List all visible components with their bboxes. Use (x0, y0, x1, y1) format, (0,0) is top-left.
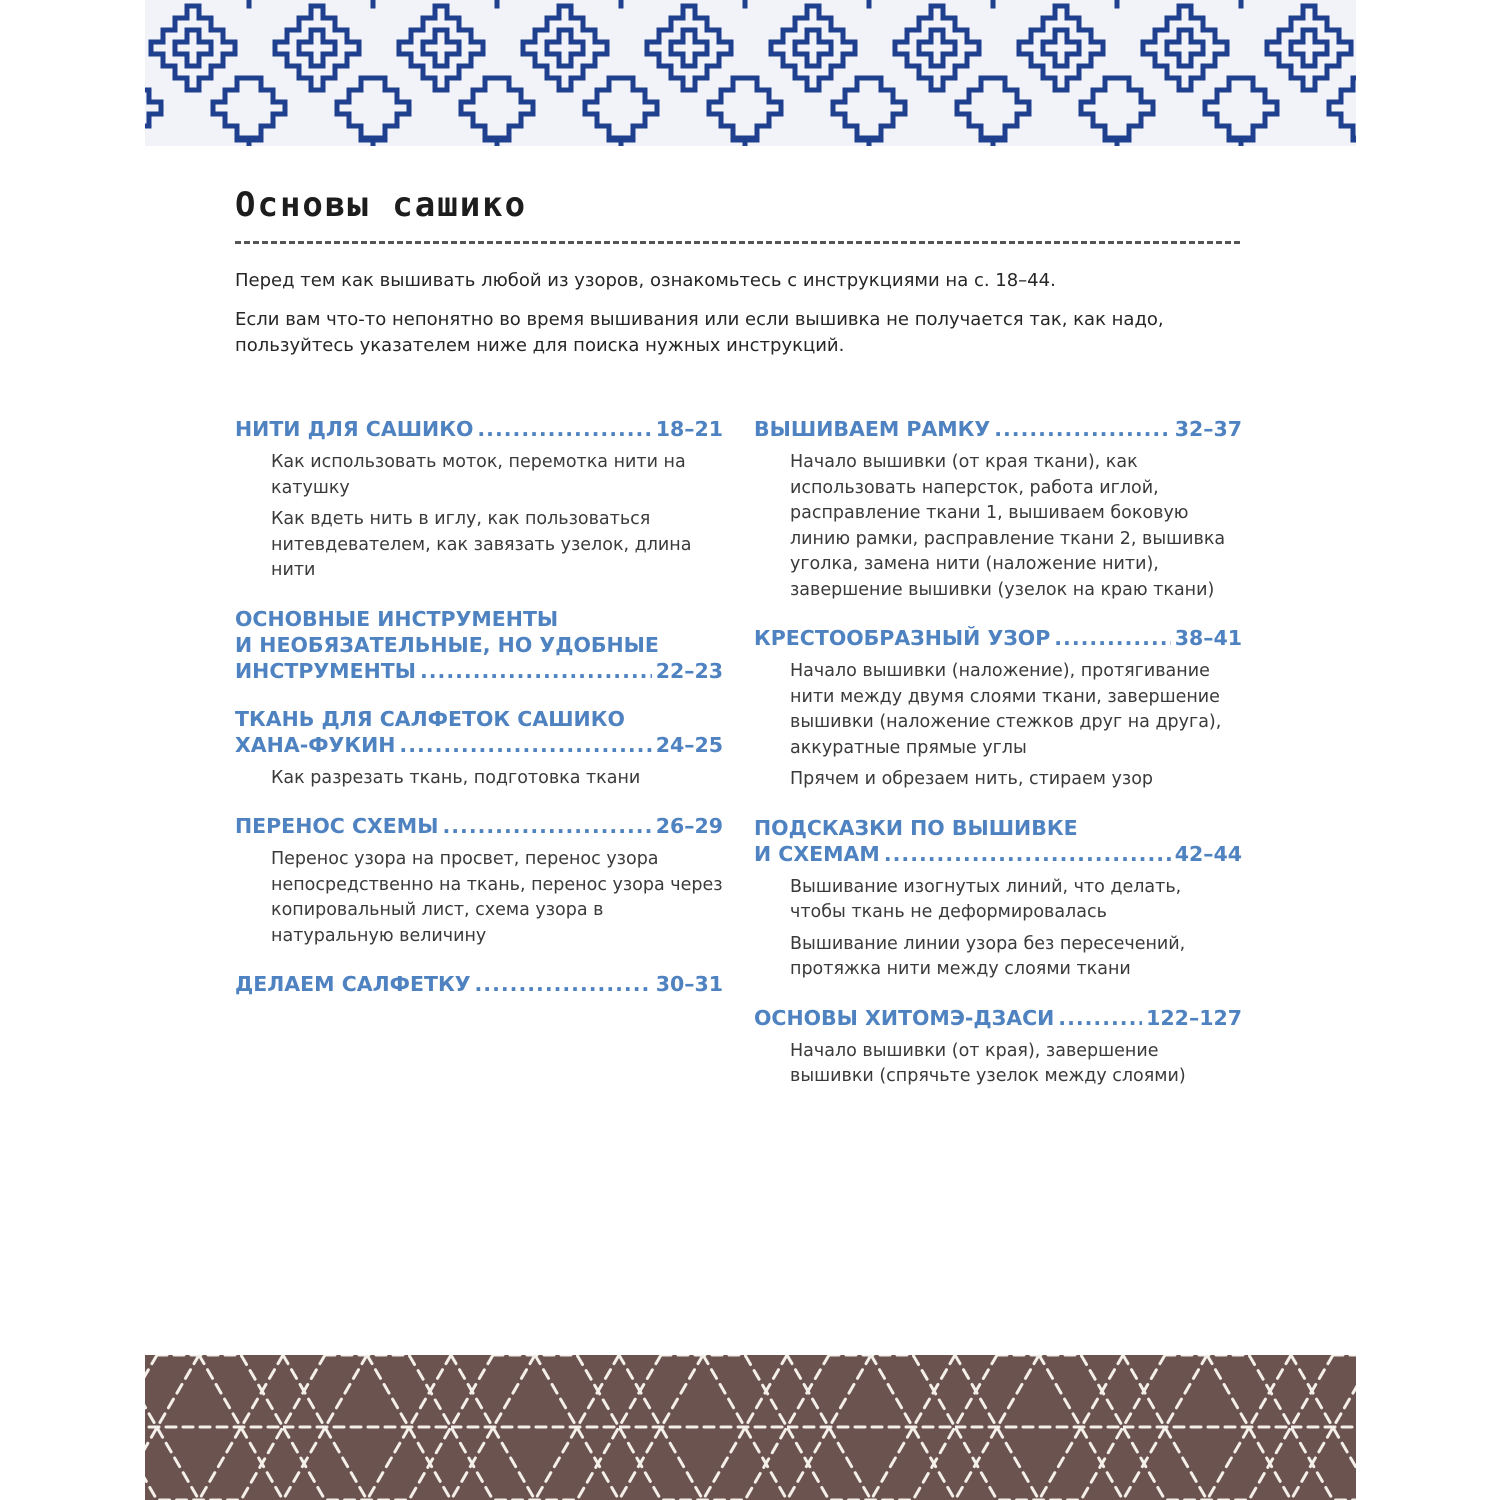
dot-leader (994, 416, 1170, 442)
toc-entry-title: ОСНОВНЫЕ ИНСТРУМЕНТЫ (235, 606, 559, 631)
toc-entry-description (790, 659, 1242, 793)
bottom-sashiko-pattern-banner (145, 1355, 1356, 1500)
dot-leader (1054, 625, 1170, 651)
toc-entry-heading[interactable] (754, 416, 1242, 442)
toc-entry-title: ХАНА-ФУКИН (235, 732, 396, 757)
toc-entry-title: КРЕСТООБРАЗНЫЙ УЗОР (754, 626, 1051, 650)
toc-entry[interactable] (754, 1005, 1242, 1090)
intro-paragraph-2: Если вам что-то непонятно во время вышивания или если вышивка не получается так, как надо, пользуйтесь указателем ниже для поиска нужных инструкций. (235, 309, 1164, 356)
toc-entry-description (271, 766, 723, 792)
intro-paragraph-1: Перед тем как вышивать любой из узоров, ознакомьтесь с инструкциями на с. 18–44. (235, 270, 1056, 291)
toc-entry-heading[interactable] (235, 706, 723, 758)
toc-entry-topic-list: Как разрезать ткань, подготовка ткани (271, 767, 641, 788)
toc-entry-heading[interactable] (235, 606, 723, 684)
toc-entry-pages: 24–25 (655, 732, 723, 757)
page-title: Основы сашико (235, 185, 528, 225)
toc-entry-title: И НЕОБЯЗАТЕЛЬНЫЕ, НО УДОБНЫЕ (235, 632, 659, 657)
toc-entry-pages: 30–31 (655, 972, 723, 996)
dot-leader (1058, 1005, 1142, 1031)
toc-entry-title: ИНСТРУМЕНТЫ (235, 658, 416, 683)
toc-right-column (754, 416, 1242, 1112)
toc-entry-pages: 32–37 (1174, 417, 1242, 441)
toc-entry-heading[interactable] (754, 625, 1242, 651)
toc-entry-title: И СХЕМАМ (754, 841, 880, 866)
toc-entry-heading[interactable] (235, 971, 723, 997)
toc-entry-topic-list: Вышивание линии узора без пересечений, протяжка нити между слоями ткани (790, 933, 1186, 979)
toc-entry-topic-list: Перенос узора на просвет, перенос узора непосредственно на ткань, перенос узора через копировальный лист, схема узора в натуральную величину (271, 849, 723, 946)
toc-entry-pages: 122–127 (1146, 1005, 1242, 1030)
toc-entry-pages: 42–44 (1174, 841, 1242, 866)
dot-leader (884, 841, 1171, 867)
toc-entry[interactable] (754, 625, 1242, 793)
toc-entry[interactable] (235, 971, 723, 997)
toc-entry-topic-list: Вышивание изогнутых линий, что делать, чтобы ткань не деформировалась (790, 876, 1182, 922)
toc-entry-title: ВЫШИВАЕМ РАМКУ (754, 417, 991, 441)
toc-entry-topic-list: Начало вышивки (от края ткани), как использовать наперсток, работа иглой, расправление ткани 1, вышиваем боковую линию рамки, расправление ткани 2, вышивка уголка, замена нити (наложение нити), завершение вышивки (узелок на краю ткани) (790, 452, 1226, 600)
dot-leader (399, 732, 651, 758)
toc-entry-heading[interactable] (754, 1005, 1242, 1031)
toc-entry[interactable] (754, 416, 1242, 603)
toc-entry[interactable] (235, 416, 723, 584)
toc-entry-description (271, 450, 723, 584)
toc-entry-heading[interactable] (235, 813, 723, 839)
toc-entry-title: ПЕРЕНОС СХЕМЫ (235, 814, 439, 838)
toc-entry-topic-list: Как вдеть нить в иглу, как пользоваться нитевдевателем, как завязать узелок, длина нити (271, 509, 692, 580)
toc-entry-title: ОСНОВЫ ХИТОМЭ-ДЗАСИ (754, 1005, 1055, 1030)
toc-entry-description (790, 1039, 1242, 1090)
toc-entry-description (271, 847, 723, 949)
toc-entry-title: ПОДСКАЗКИ ПО ВЫШИВКЕ (754, 815, 1078, 840)
toc-entry-pages: 26–29 (655, 814, 723, 838)
toc-entry-title: НИТИ ДЛЯ САШИКО (235, 417, 474, 441)
toc-entry-topic-list: Начало вышивки (наложение), протягивание нити между двумя слоями ткани, завершение вышивки (наложение стежков друг на друга), аккуратные прямые углы (790, 661, 1222, 758)
toc-entry-topic-list: Начало вышивки (от края), завершение вышивки (спрячьте узелок между слоями) (790, 1040, 1186, 1086)
toc-entry-heading[interactable] (754, 815, 1242, 867)
toc-entry[interactable] (235, 606, 723, 684)
toc-entry-heading[interactable] (235, 416, 723, 442)
dashed-title-divider (235, 241, 1240, 244)
toc-entry-topic-list: Как использовать моток, перемотка нити на катушку (271, 452, 686, 498)
dot-leader (475, 971, 652, 997)
sashiko-stepped-diamond-pattern (145, 0, 1356, 146)
toc-entry[interactable] (235, 706, 723, 792)
toc-entry-description (790, 450, 1242, 603)
sashiko-hexagon-lattice-pattern (145, 1355, 1356, 1500)
toc-entry-pages: 38–41 (1174, 626, 1242, 650)
toc-left-column (235, 416, 723, 1019)
toc-entry[interactable] (235, 813, 723, 949)
toc-entry-pages: 18–21 (655, 417, 723, 441)
toc-entry-description (790, 875, 1242, 983)
toc-entry-title: ДЕЛАЕМ САЛФЕТКУ (235, 972, 471, 996)
toc-entry[interactable] (754, 815, 1242, 983)
toc-entry-topic-list: Прячем и обрезаем нить, стираем узор (790, 769, 1154, 789)
toc-entry-pages: 22–23 (655, 658, 723, 683)
dot-leader (442, 813, 651, 839)
dot-leader (477, 416, 651, 442)
top-sashiko-pattern-banner (145, 0, 1356, 146)
toc-entry-title: ТКАНЬ ДЛЯ САЛФЕТОК САШИКО (235, 706, 625, 731)
dot-leader (420, 658, 652, 684)
